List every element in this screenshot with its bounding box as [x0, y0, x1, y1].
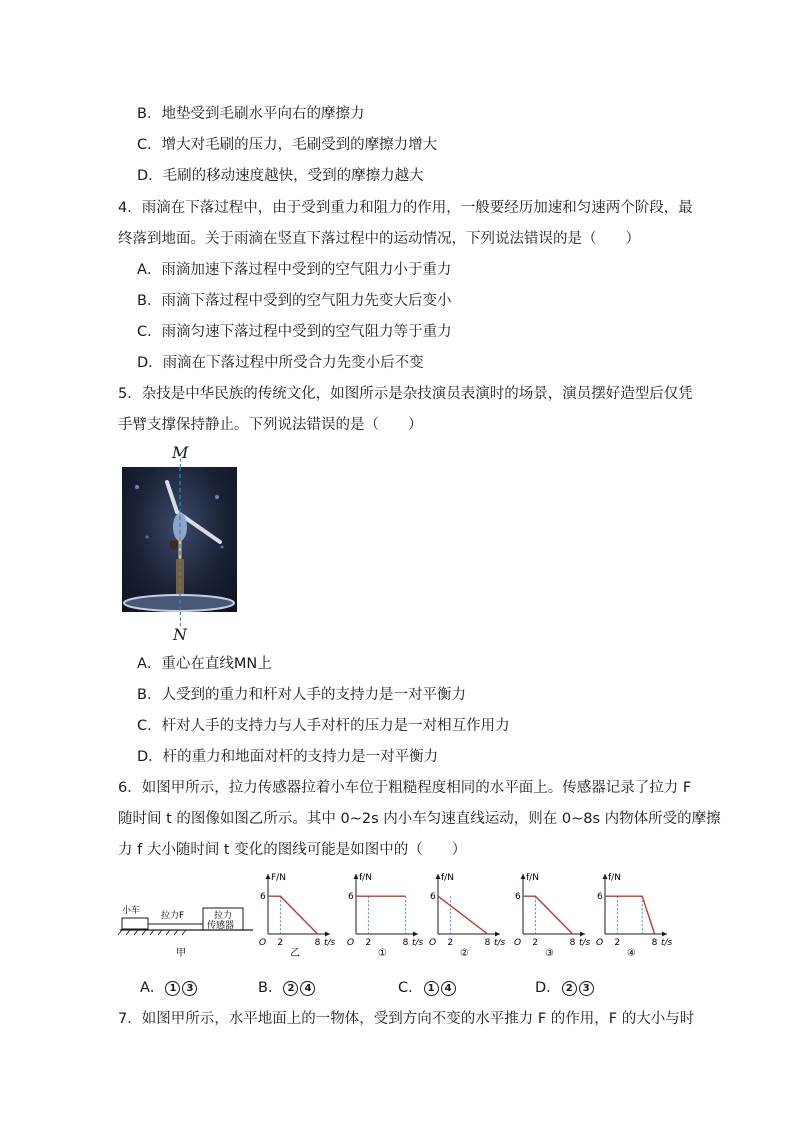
- q3-option-d[interactable]: D．毛刷的移动速度越快，受到的摩擦力越大: [137, 168, 424, 184]
- q5-option-d[interactable]: D．杆的重力和地面对杆的支持力是一对平衡力: [137, 749, 439, 765]
- car-label: 小车: [122, 906, 141, 916]
- q6-option-b[interactable]: [258, 976, 316, 997]
- circle-number: 2: [283, 981, 298, 996]
- y-axis-label: f/N: [441, 873, 454, 883]
- graph-caption: ①: [378, 948, 387, 959]
- y-tick-label: 6: [260, 892, 266, 903]
- y-axis-arrow: [603, 874, 608, 879]
- x-tick-label: 2: [614, 938, 621, 948]
- origin-label: O: [259, 938, 267, 948]
- circle-number: 2: [562, 981, 577, 996]
- q6-option-d-letter: D．: [535, 980, 561, 996]
- q6-stem-line-3: 力 f 大小随时间 t 变化的图线可能是如图中的（ ）: [118, 842, 467, 858]
- y-tick-label: 6: [515, 892, 521, 903]
- label-m: M: [172, 443, 189, 462]
- caption-jia: 甲: [176, 948, 186, 959]
- q6-figure: [118, 868, 688, 963]
- x-tick-label: 2: [277, 938, 284, 948]
- y-axis-label: f/N: [608, 873, 621, 883]
- q5-stem-line-1: 5．杂技是中华民族的传统文化，如图所示是杂技演员表演时的场景，演员摆好造型后仅凭: [118, 386, 693, 402]
- q6-stem-line-1: 6．如图甲所示，拉力传感器拉着小车位于粗糙程度相同的水平面上。传感器记录了拉力 F: [118, 780, 692, 796]
- x-tick-label: 8: [314, 938, 321, 948]
- x-tick-label: 2: [447, 938, 454, 948]
- graph-line: [438, 896, 488, 934]
- q4-option-d[interactable]: D．雨滴在下落过程中所受合力先变小后不变: [137, 355, 424, 371]
- x-axis-arrow: [662, 932, 667, 937]
- x-tick-label: 2: [365, 938, 372, 948]
- q6-option-a[interactable]: [140, 976, 198, 997]
- y-axis-arrow: [521, 874, 526, 879]
- acrobat-photo: [122, 467, 237, 612]
- mn-dashed-line-upper: [180, 453, 181, 467]
- q5-stem-line-2: 手臂支撑保持静止。下列说法错误的是（ ）: [118, 417, 423, 433]
- y-axis-label: f/N: [359, 873, 372, 883]
- graph-caption: 乙: [290, 948, 300, 959]
- x-axis-label: t/s: [324, 938, 336, 948]
- x-tick-label: 8: [569, 938, 576, 948]
- q5-option-b[interactable]: B．人受到的重力和杆对人手的支持力是一对平衡力: [137, 687, 466, 703]
- q6-option-c[interactable]: [398, 976, 457, 997]
- x-axis-label: t/s: [579, 938, 591, 948]
- q4-option-c[interactable]: C．雨滴匀速下落过程中受到的空气阻力等于重力: [137, 324, 452, 340]
- sensor-label-2: 传感器: [207, 921, 235, 931]
- x-tick-label: 8: [402, 938, 409, 948]
- y-axis-label: f/N: [526, 873, 539, 883]
- graph-line: [268, 896, 318, 934]
- circle-number: 3: [182, 981, 197, 996]
- origin-label: O: [596, 938, 604, 948]
- circle-number: 3: [579, 981, 594, 996]
- q4-option-a[interactable]: A．雨滴加速下落过程中受到的空气阻力小于重力: [137, 262, 452, 278]
- q3-option-b[interactable]: B．地垫受到毛刷水平向右的摩擦力: [137, 106, 365, 122]
- q5-option-a[interactable]: A．重心在直线MN上: [137, 656, 272, 672]
- q6-option-a-letter: A．: [140, 980, 165, 996]
- mn-dashed-line-lower: [180, 612, 181, 626]
- x-axis-arrow: [580, 932, 585, 937]
- y-axis-arrow: [436, 874, 441, 879]
- y-axis-label: F/N: [271, 873, 286, 883]
- x-tick-label: 2: [532, 938, 539, 948]
- q6-option-c-letter: C．: [398, 980, 423, 996]
- q6-option-b-letter: B．: [258, 980, 283, 996]
- apparatus-jia: [118, 904, 253, 959]
- y-tick-label: 6: [597, 892, 603, 903]
- x-axis-label: t/s: [494, 938, 506, 948]
- circle-number: 4: [300, 981, 315, 996]
- q4-stem-line-1: 4．雨滴在下落过程中，由于受到重力和阻力的作用，一般要经历加速和匀速两个阶段，最: [118, 200, 693, 216]
- x-axis-arrow: [413, 932, 418, 937]
- origin-label: O: [429, 938, 437, 948]
- x-tick-label: 8: [651, 938, 658, 948]
- q7-stem-line-1: 7．如图甲所示，水平地面上的一物体，受到方向不变的水平推力 F 的作用，F 的大小与时: [118, 1011, 695, 1027]
- x-axis-arrow: [325, 932, 330, 937]
- graph-caption: ②: [460, 948, 469, 959]
- y-tick-label: 6: [430, 892, 436, 903]
- x-tick-label: 8: [484, 938, 491, 948]
- circle-number: 1: [424, 981, 439, 996]
- q4-stem-line-2: 终落到地面。关于雨滴在竖直下落过程中的运动情况，下列说法错误的是（ ）: [118, 231, 640, 247]
- q6-option-d[interactable]: [535, 976, 595, 997]
- q4-option-b[interactable]: B．雨滴下落过程中受到的空气阻力先变大后变小: [137, 293, 452, 309]
- graph-line: [605, 896, 655, 934]
- y-axis-arrow: [354, 874, 359, 879]
- circle-number: 1: [165, 981, 180, 996]
- x-axis-arrow: [495, 932, 500, 937]
- graph-caption: ④: [627, 948, 636, 959]
- origin-label: O: [514, 938, 522, 948]
- y-axis-arrow: [266, 874, 271, 879]
- y-tick-label: 6: [348, 892, 354, 903]
- x-axis-label: t/s: [412, 938, 424, 948]
- q6-stem-line-2: 随时间 t 的图像如图乙所示。其中 0~2s 内小车匀速直线运动，则在 0~8s 内物体所受的摩擦: [118, 811, 721, 827]
- sensor-label-1: 拉力: [214, 911, 233, 921]
- force-label: 拉力F: [161, 911, 185, 921]
- origin-label: O: [347, 938, 355, 948]
- label-n: N: [173, 625, 187, 644]
- q3-option-c[interactable]: C．增大对毛刷的压力，毛刷受到的摩擦力增大: [137, 137, 438, 153]
- x-axis-label: t/s: [661, 938, 673, 948]
- graph-line: [523, 896, 573, 934]
- graph-caption: ③: [545, 948, 554, 959]
- q5-option-c[interactable]: C．杆对人手的支持力与人手对杆的压力是一对相互作用力: [137, 718, 510, 734]
- circle-number: 4: [441, 981, 456, 996]
